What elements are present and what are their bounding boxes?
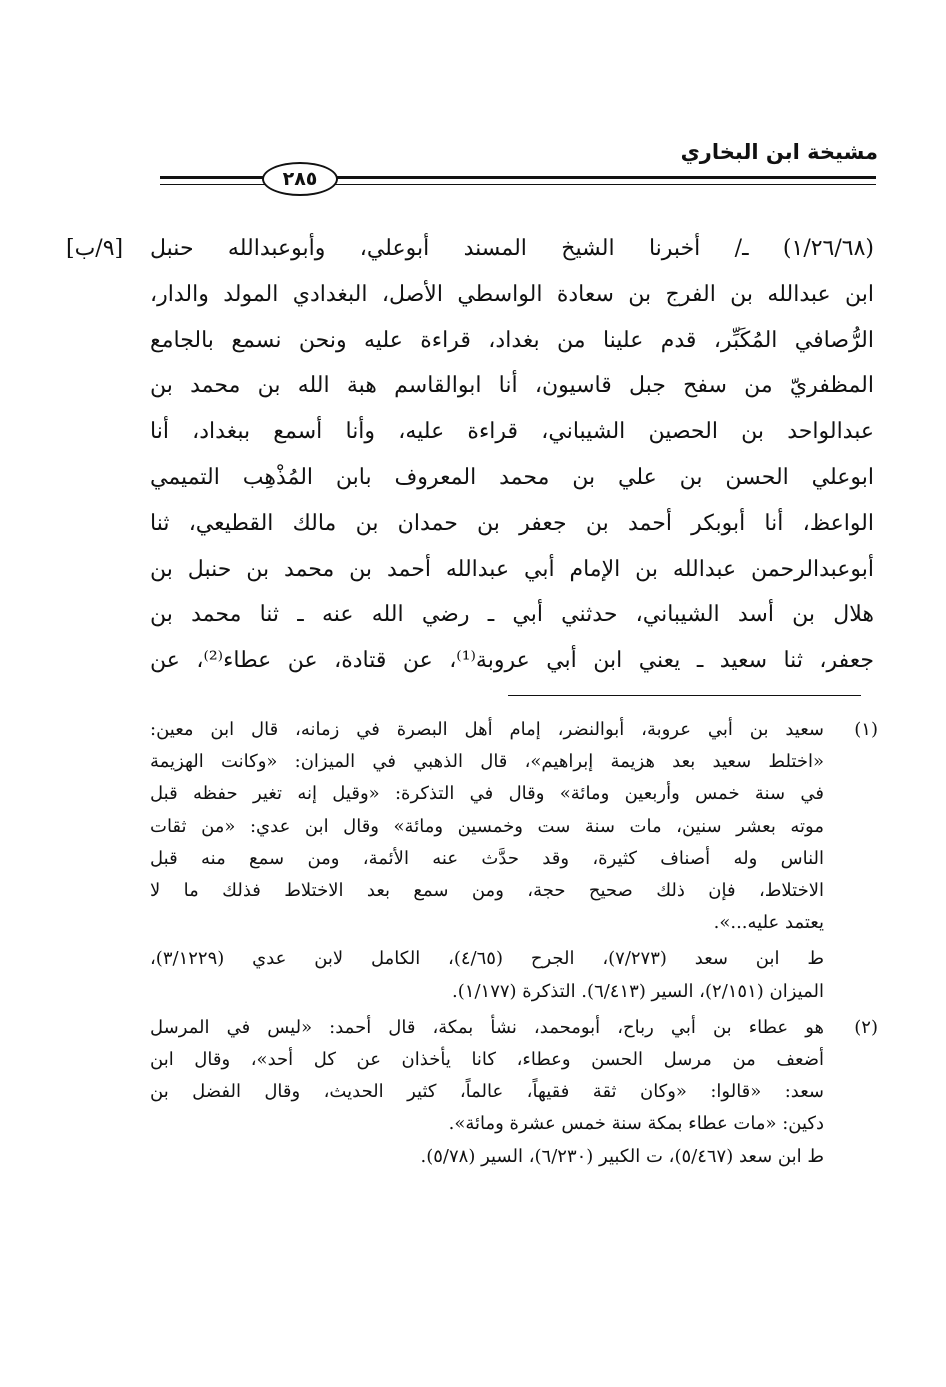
running-header-title: مشيخة ابن البخاري [680, 140, 878, 164]
main-text-line: ابن عبدالله بن الفرج بن سعادة الواسطي الأصل، البغدادي المولد والدار، [150, 281, 874, 307]
main-text-line: هلال بن أسد الشيباني، حدثني أبي ـ رضي الله عنه ـ ثنا محمد بن [150, 602, 874, 628]
page-number-badge: ٢٨٥ [262, 162, 338, 196]
footnote-separator [508, 695, 861, 696]
main-text-line: الرُّصافي المُكَبِّر، قدم علينا من بغداد، قراءة عليه ونحن نسمع بالجامع [150, 327, 874, 353]
main-text-line: (١/٢٦/٦٨) ـ/ أخبرنا الشيخ المسند أبوعلي، وأبوعبدالله حنبل [150, 236, 874, 261]
footnote-source-line: الميزان (٢/١٥١)، السير (٦/٤١٣). التذكرة (١/١٧٧). [452, 980, 824, 1002]
footnote-line: الناس وله أصناف كثيرة، وقد حدَّث عنه الأئمة، ومن سمع منه قبل [150, 847, 824, 869]
footnote-number: (٢) [854, 1016, 878, 1038]
footnote-number: (١) [854, 719, 878, 740]
main-text-line: عبدالواحد بن الحصين الشيباني، قراءة عليه، وأنا أسمع ببغداد، أنا [150, 419, 874, 445]
footnotes-section [150, 714, 878, 1173]
margin-manuscript-reference: [٩/ب] [66, 236, 124, 261]
footnote-line: يعتمد عليه...». [713, 912, 824, 934]
footnote-1 [150, 714, 878, 1008]
hadith-main-text [150, 226, 874, 684]
footnote-line: أضعف من مرسل الحسن وعطاء، كانا يأخذان عن كل أحد»، وقال ابن [150, 1049, 824, 1071]
footnote-2 [150, 1012, 878, 1173]
footnote-line: موته بعشر سنين، مات سنة ست وخمسين ومائة» وقال ابن عدي: «من ثقات [150, 815, 824, 837]
footnote-source-line: ط ابن سعد (٧/٢٧٣)، الجرح (٤/٦٥)، الكامل لابن عدي (٣/١٢٢٩)، [150, 948, 825, 970]
footnote-line: «اختلط سعيد بعد هزيمة إبراهيم»، قال الذهبي في الميزان: «وكانت الهزيمة [150, 751, 824, 773]
footnote-line: هو عطاء بن أبي رباح، أبومحمد، نشأ بمكة، قال أحمد: «ليس في المرسل [150, 1016, 824, 1038]
footnote-line: في سنة خمس وأربعين ومائة» وقال في التذكرة: «وقيل إنه تغير حفظه قبل [150, 783, 824, 805]
footnote-line: الاختلاط، فإن ذلك صحيح حجة، ومن سمع بعد الاختلاط فذلك ما لا [150, 880, 824, 902]
main-text-line: أبوعبدالرحمن عبدالله بن الإمام أبي عبدالله أحمد بن محمد بن حنبل بن [150, 556, 874, 582]
footnote-line: سعيد بن أبي عروبة، أبوالنضر، إمام أهل البصرة في زمانه، قال ابن معين: [150, 719, 824, 740]
main-text-line: المظفريّ من سفح جبل قاسيون، أنا ابوالقاسم هبة الله بن محمد بن [150, 373, 874, 399]
main-text-line: جعفر، ثنا سعيد ـ يعني ابن أبي عروبة⁽¹⁾، عن قتادة، عن عطاء⁽²⁾، عن [150, 648, 874, 674]
footnote-line: سعد: «قالوا: «وكان ثقة فقيهاً، عالماً، كثير الحديث، وقال الفضل بن [150, 1081, 824, 1103]
footnote-source-line: ط ابن سعد (٥/٤٦٧)، ت الكبير (٦/٢٣٠)، السير (٥/٧٨). [420, 1145, 824, 1167]
footnote-line: دكين: «مات عطاء بمكة سنة خمس عشرة ومائة». [448, 1113, 824, 1135]
main-text-line: ابوعلي الحسن بن علي بن محمد المعروف بابن المُذْهِب التميمي [150, 464, 874, 490]
main-text-line: الواعظ، أنا أبوبكر أحمد بن جعفر بن حمدان بن مالك القطيعي، ثنا [150, 510, 874, 536]
